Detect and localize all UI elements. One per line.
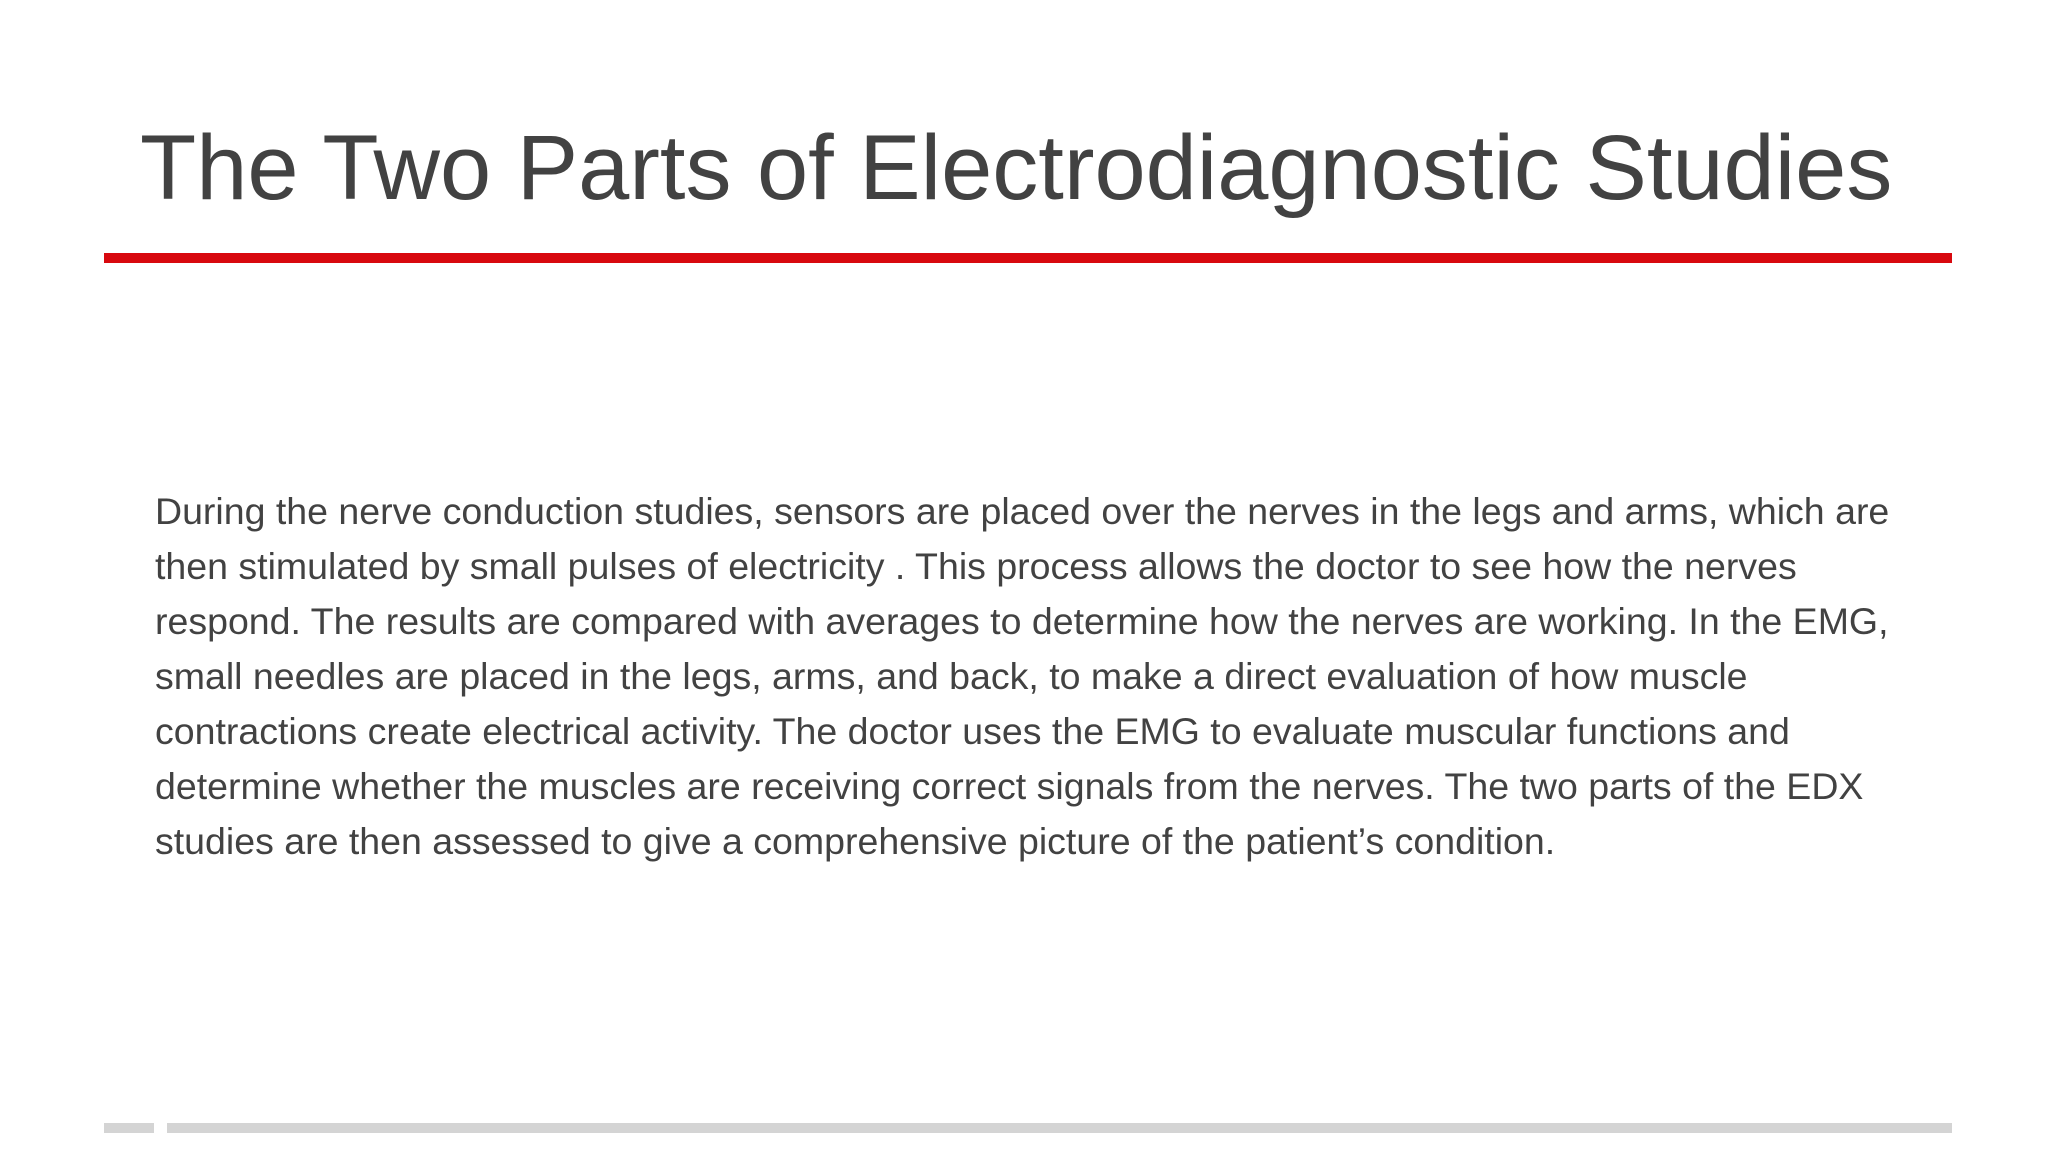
slide-body-text: During the nerve conduction studies, sensors are placed over the nerves in the legs and arms, which are then stimulated by small pulses of electricity . This process allows the doctor to see how the nerves respond. The results are compared with averages to determine how the nerves are working. In the EMG, small needles are placed in the legs, arms, and back, to make a direct evaluation of how muscle contractions create electrical activity. The doctor uses the EMG to evaluate muscular functions and determine whether the muscles are receiving correct signals from the nerves. The two parts of the EDX studies are then assessed to give a comprehensive picture of the patient’s condition.: [155, 490, 1890, 862]
title-underline-rule: [104, 253, 1952, 263]
footer-rule-short: [104, 1123, 154, 1133]
slide-title: The Two Parts of Electrodiagnostic Studies: [140, 117, 1893, 219]
footer-rule-long: [167, 1123, 1952, 1133]
